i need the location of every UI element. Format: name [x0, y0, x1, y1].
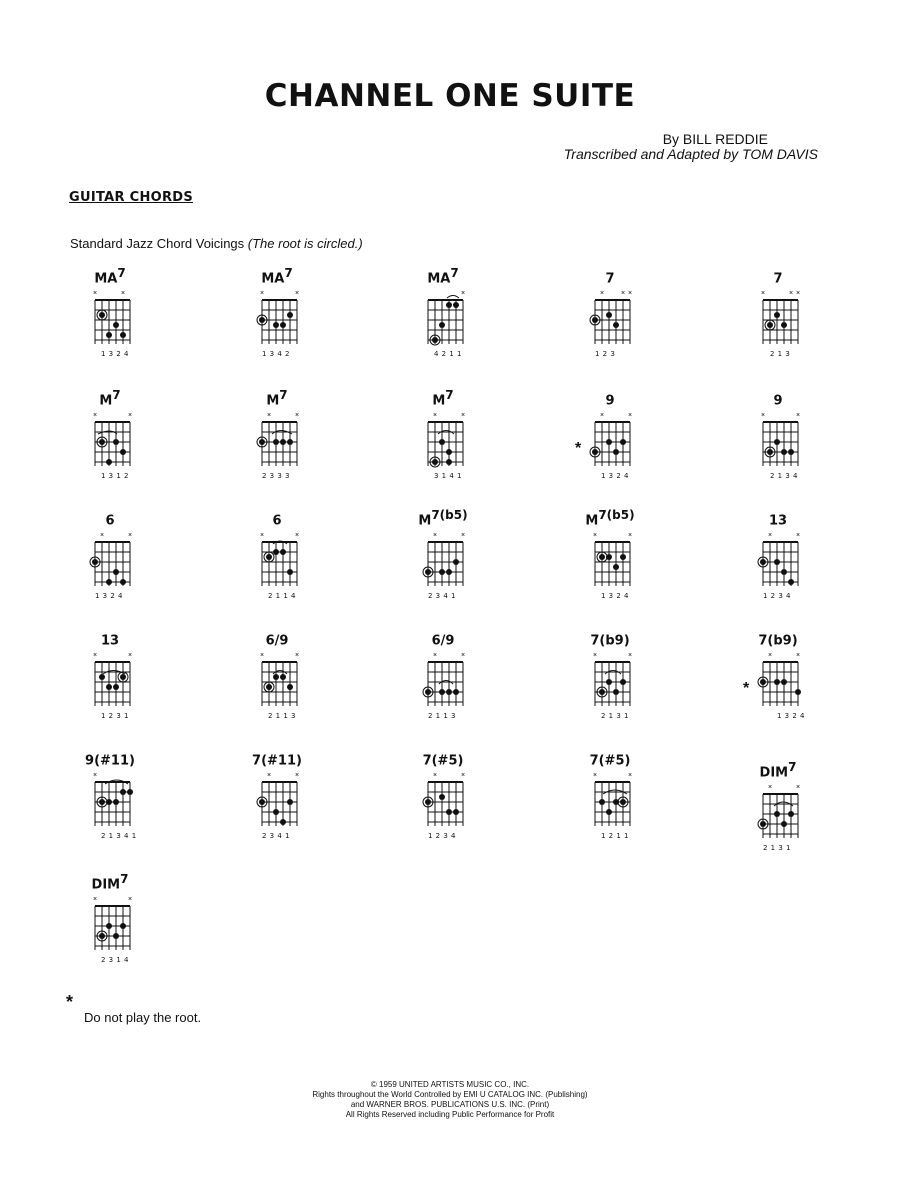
chord-diagram	[65, 388, 155, 508]
fingering-label: 1 3 2 4	[95, 592, 123, 600]
fretboard	[232, 406, 322, 476]
chord-name: 7(#11)	[252, 753, 302, 769]
svg-text:×: ×	[260, 290, 265, 297]
fretboard	[565, 766, 655, 836]
fingering-label: 2 3 4 1	[262, 832, 290, 840]
chord-diagram	[733, 508, 823, 628]
footnote-asterisk: *	[66, 992, 74, 1012]
svg-text:×: ×	[796, 652, 801, 659]
fretboard	[398, 766, 488, 836]
fretboard	[565, 646, 655, 716]
svg-text:×: ×	[628, 532, 633, 539]
svg-text:×: ×	[93, 896, 98, 903]
chord-name: $M^{7(b5)}$	[418, 508, 468, 529]
fingering-label: 1 3 2 4	[777, 712, 805, 720]
svg-text:×: ×	[433, 652, 438, 659]
svg-text:×: ×	[93, 772, 98, 779]
fretboard	[232, 526, 322, 596]
arranger-credit: Transcribed and Adapted by TOM DAVIS	[563, 146, 818, 162]
svg-text:×: ×	[100, 532, 105, 539]
chord-diagram	[232, 748, 322, 868]
svg-text:×: ×	[433, 532, 438, 539]
svg-text:×: ×	[295, 290, 300, 297]
copyright-notice	[0, 1080, 900, 1120]
svg-text:×: ×	[121, 290, 126, 297]
fingering-label: 1 2 3 1	[101, 712, 129, 720]
chord-diagram	[232, 266, 322, 386]
chord-name: 6/9	[431, 633, 455, 649]
fingering-label: 1 3 2 4	[101, 350, 129, 358]
chord-diagram	[565, 748, 655, 868]
chord-diagram	[65, 508, 155, 628]
svg-text:×: ×	[600, 412, 605, 419]
fingering-label: 2 1 3	[770, 350, 791, 358]
fretboard	[65, 766, 155, 836]
chord-diagram	[398, 508, 488, 628]
fretboard	[232, 646, 322, 716]
chord-name: 13	[768, 513, 788, 529]
fretboard	[232, 766, 322, 836]
svg-text:×: ×	[128, 412, 133, 419]
copyright-line: All Rights Reserved including Public Performance for Profit	[345, 1110, 555, 1119]
fingering-label: 2 3 4 1	[428, 592, 456, 600]
composer-credit: By BILL REDDIE	[662, 131, 768, 147]
svg-text:×: ×	[461, 532, 466, 539]
fretboard	[565, 406, 655, 476]
svg-text:×: ×	[628, 412, 633, 419]
chord-name: 7	[773, 271, 783, 287]
fingering-label: 1 2 1 1	[601, 832, 629, 840]
subtitle-plain: Standard Jazz Chord Voicings	[70, 236, 245, 251]
fingering-label: 2 1 3 4	[770, 472, 798, 480]
chord-diagram	[733, 760, 823, 880]
svg-text:×: ×	[433, 772, 438, 779]
fingering-label: 2 1 1 3	[268, 712, 296, 720]
fretboard	[398, 526, 488, 596]
fingering-label: 1 2 3 4	[428, 832, 456, 840]
chord-name: $M^7$	[266, 388, 288, 409]
chord-name: $MA^7$	[261, 266, 293, 287]
fingering-label: 2 1 3 1	[763, 844, 791, 852]
copyright-line: Rights throughout the World Controlled by EMI U CATALOG INC. (Publishing)	[312, 1090, 588, 1099]
chord-diagram	[65, 872, 155, 992]
fretboard	[65, 646, 155, 716]
svg-text:×: ×	[768, 784, 773, 791]
svg-text:×: ×	[761, 412, 766, 419]
footnote-text: Do not play the root.	[84, 1010, 202, 1025]
svg-text:×: ×	[295, 412, 300, 419]
chord-diagram	[65, 628, 155, 748]
fretboard	[398, 284, 488, 354]
chord-name: 7(#5)	[589, 753, 631, 769]
svg-text:×: ×	[593, 532, 598, 539]
svg-text:×: ×	[93, 290, 98, 297]
fretboard	[65, 526, 155, 596]
fingering-label: 2 1 1 3	[428, 712, 456, 720]
svg-text:×: ×	[600, 290, 605, 297]
chord-diagram	[65, 748, 155, 868]
chord-diagram	[565, 388, 655, 508]
svg-text:×: ×	[461, 290, 466, 297]
asterisk-marker: *	[575, 440, 582, 457]
chord-diagram	[398, 388, 488, 508]
chord-name: DIM$^7$	[759, 760, 797, 781]
chord-name: $MA^7$	[94, 266, 126, 287]
fingering-label: 3 1 4 1	[434, 472, 462, 480]
svg-text:×: ×	[461, 772, 466, 779]
svg-text:×: ×	[796, 290, 801, 297]
svg-text:×: ×	[628, 772, 633, 779]
chord-name: 9	[773, 393, 783, 409]
chord-name: 7(b9)	[758, 633, 798, 649]
svg-text:×: ×	[628, 652, 633, 659]
chord-diagram	[398, 748, 488, 868]
fretboard	[733, 526, 823, 596]
copyright-line: © 1959 UNITED ARTISTS MUSIC CO., INC.	[370, 1080, 530, 1089]
svg-text:×: ×	[628, 290, 633, 297]
chord-diagram	[232, 628, 322, 748]
chord-diagram	[565, 266, 655, 386]
svg-text:×: ×	[768, 532, 773, 539]
svg-text:×: ×	[128, 532, 133, 539]
fingering-label: 1 3 2 4	[601, 592, 629, 600]
fingering-label: 2 3 1 4	[101, 956, 129, 964]
chord-name: DIM$^7$	[91, 872, 129, 893]
section-heading: GUITAR CHORDS	[69, 190, 194, 205]
chord-name: $M^{7(b5)}$	[585, 508, 635, 529]
fingering-label: 1 3 1 2	[101, 472, 129, 480]
svg-text:×: ×	[295, 772, 300, 779]
fretboard	[565, 284, 655, 354]
fretboard	[232, 284, 322, 354]
chord-name: 9	[605, 393, 615, 409]
fingering-label: 2 1 1 4	[268, 592, 296, 600]
svg-text:×: ×	[768, 652, 773, 659]
chord-name: 13	[100, 633, 120, 649]
chord-diagram	[232, 508, 322, 628]
chord-name: 6	[272, 513, 282, 529]
svg-text:×: ×	[789, 290, 794, 297]
svg-text:×: ×	[93, 652, 98, 659]
svg-text:×: ×	[128, 896, 133, 903]
chord-name: 6/9	[265, 633, 289, 649]
fretboard	[733, 406, 823, 476]
chord-name: 7	[605, 271, 615, 287]
svg-text:×: ×	[593, 652, 598, 659]
page-title: CHANNEL ONE SUITE	[264, 78, 636, 114]
fretboard	[65, 406, 155, 476]
fretboard	[733, 778, 823, 848]
chord-diagram	[398, 266, 488, 386]
svg-text:×: ×	[461, 652, 466, 659]
svg-text:×: ×	[433, 412, 438, 419]
fingering-label: 1 3 2 4	[601, 472, 629, 480]
svg-text:×: ×	[267, 772, 272, 779]
chord-name: $M^7$	[432, 388, 454, 409]
fingering-label: 2 3 3 3	[262, 472, 290, 480]
chord-diagram	[398, 628, 488, 748]
svg-text:×: ×	[796, 532, 801, 539]
fretboard	[733, 284, 823, 354]
fretboard	[398, 646, 488, 716]
chord-name: 7(#5)	[422, 753, 464, 769]
fingering-label: 1 2 3	[595, 350, 616, 358]
chord-diagram	[565, 628, 655, 748]
svg-text:×: ×	[461, 412, 466, 419]
fingering-label: 1 2 3 4	[763, 592, 791, 600]
svg-text:×: ×	[761, 290, 766, 297]
chord-diagram	[565, 508, 655, 628]
fretboard	[565, 526, 655, 596]
svg-text:×: ×	[621, 290, 626, 297]
chord-name: 6	[105, 513, 115, 529]
svg-text:×: ×	[267, 412, 272, 419]
subtitle-italic: (The root is circled.)	[247, 236, 363, 251]
chord-name: 7(b9)	[590, 633, 630, 649]
fingering-label: 2 1 3 1	[601, 712, 629, 720]
fretboard	[65, 890, 155, 960]
copyright-line: and WARNER BROS. PUBLICATIONS U.S. INC. (Print)	[350, 1100, 550, 1109]
section-subtitle	[70, 236, 363, 251]
svg-text:×: ×	[593, 772, 598, 779]
chord-diagram	[65, 266, 155, 386]
chord-diagram	[733, 266, 823, 386]
svg-text:×: ×	[260, 532, 265, 539]
svg-text:×: ×	[93, 412, 98, 419]
svg-text:×: ×	[295, 652, 300, 659]
svg-text:×: ×	[796, 784, 801, 791]
chord-name: 9(#11)	[85, 753, 135, 769]
chord-name: $M^7$	[99, 388, 121, 409]
chord-diagram	[733, 628, 823, 748]
fingering-label: 2 1 3 4 1	[101, 832, 137, 840]
chord-diagram	[733, 388, 823, 508]
chord-name: $MA^7$	[427, 266, 459, 287]
svg-text:×: ×	[796, 412, 801, 419]
svg-text:×: ×	[295, 532, 300, 539]
fingering-label: 4 2 1 1	[434, 350, 462, 358]
fretboard	[65, 284, 155, 354]
fretboard	[398, 406, 488, 476]
svg-text:×: ×	[128, 652, 133, 659]
asterisk-marker: *	[743, 680, 750, 697]
chord-diagram	[232, 388, 322, 508]
svg-text:×: ×	[260, 652, 265, 659]
fingering-label: 1 3 4 2	[262, 350, 290, 358]
fretboard	[733, 646, 823, 716]
